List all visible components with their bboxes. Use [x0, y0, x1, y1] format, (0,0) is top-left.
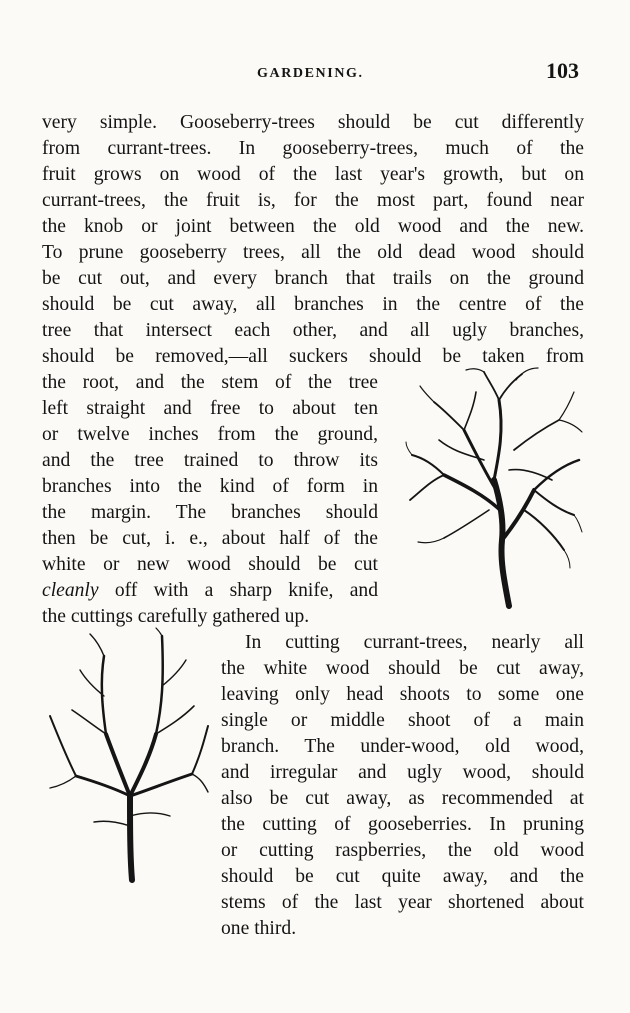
text-line: branches into the kind of form in — [42, 476, 378, 497]
text-line: should be cut away, all branches in the centre of the — [42, 294, 584, 315]
text-line: also be cut away, as recommended at — [221, 788, 584, 809]
paragraph-start: In cutting currant-trees, nearly all — [245, 632, 584, 653]
page-header — [0, 58, 630, 88]
text-line: stems of the last year shortened about — [221, 892, 584, 913]
text-line: the white wood should be cut away, — [221, 658, 584, 679]
text-line: then be cut, i. e., about half of the — [42, 528, 378, 549]
currant-tree-illustration — [44, 626, 210, 884]
text-line: or twelve inches from the ground, — [42, 424, 378, 445]
text-line: and the tree trained to throw its — [42, 450, 378, 471]
text-line: and irregular and ugly wood, should — [221, 762, 584, 783]
text-line: the cuttings carefully gathered up. — [42, 606, 310, 627]
running-head: GARDENING. — [257, 66, 364, 81]
text-line: single or middle shoot of a main — [221, 710, 584, 731]
text-fragment: off with a sharp knife, and — [98, 580, 378, 601]
text-line: tree that intersect each other, and all ugly branches, — [42, 320, 584, 341]
text-line: left straight and free to about ten — [42, 398, 378, 419]
text-line: the cutting of gooseberries. In pruning — [221, 814, 584, 835]
text-line-cleanly — [42, 578, 378, 604]
page-number: 103 — [546, 58, 579, 83]
text-line: white or new wood should be cut — [42, 554, 378, 575]
emphasis-cleanly: cleanly — [42, 580, 99, 601]
text-line: fruit grows on wood of the last year's growth, but on — [42, 164, 584, 185]
tree-icon — [404, 360, 584, 612]
text-line: from currant-trees. In gooseberry-trees, much of the — [42, 138, 584, 159]
text-line: leaving only head shoots to some one — [221, 684, 584, 705]
text-line: should be cut quite away, and the — [221, 866, 584, 887]
text-line: currant-trees, the fruit is, for the most part, found near — [42, 190, 584, 211]
text-line: the root, and the stem of the tree — [42, 372, 378, 393]
text-line: branch. The under-wood, old wood, — [221, 736, 584, 757]
text-line: To prune gooseberry trees, all the old dead wood should — [42, 242, 584, 263]
gooseberry-tree-illustration — [404, 360, 584, 612]
text-line: the margin. The branches should — [42, 502, 378, 523]
text-line: or cutting raspberries, the old wood — [221, 840, 584, 861]
text-line: be cut out, and every branch that trails on the ground — [42, 268, 584, 289]
text-line: the knob or joint between the old wood and the new. — [42, 216, 584, 237]
text-line: very simple. Gooseberry-trees should be cut differently — [42, 112, 584, 133]
tree-icon — [44, 626, 210, 884]
text-line: should be removed,—all suckers should be taken from — [42, 346, 584, 367]
text-line: one third. — [221, 918, 297, 939]
